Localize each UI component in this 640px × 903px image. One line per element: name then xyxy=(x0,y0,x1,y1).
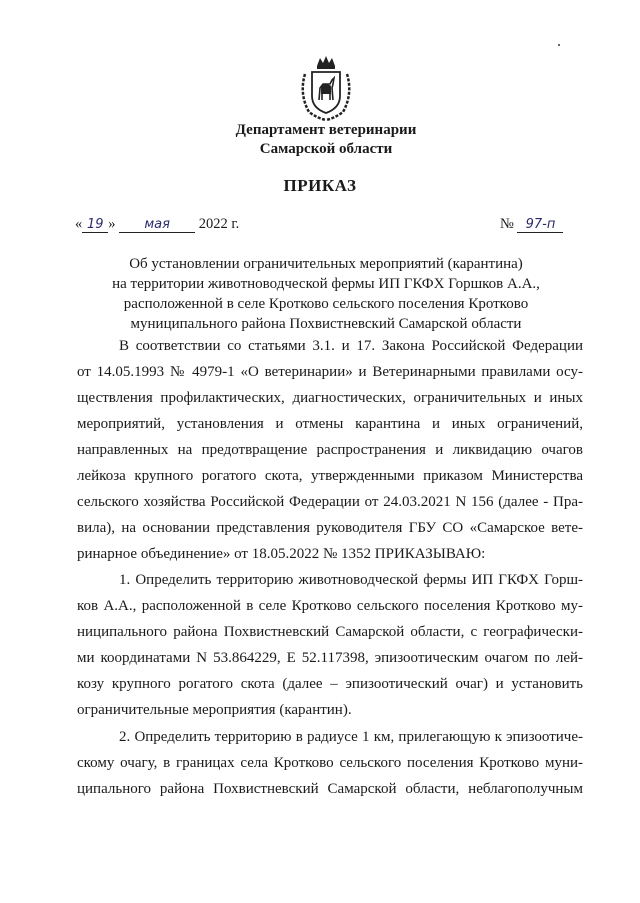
date-year: 2022 г. xyxy=(198,216,240,232)
body-line: ществления профилактических, диагностических, ограничительных и иных xyxy=(77,390,583,406)
body-line: ниципального района Похвистневский Самарской области, с географически- xyxy=(77,624,583,640)
body-line: ограничительные мероприятия (карантин). xyxy=(77,702,352,718)
department-name-line1: Департамент ветеринарии xyxy=(235,122,417,138)
body-line: 2. Определить территорию в радиусе 1 км, прилегающую к эпизоотиче- xyxy=(119,729,583,745)
subject-line: муниципального района Похвистневский Самарской области xyxy=(130,316,522,332)
body-line: ринарное объединение» от 18.05.2022 № 1352 ПРИКАЗЫВАЮ: xyxy=(77,546,486,562)
scan-speck xyxy=(558,44,560,46)
date-open-quote: « xyxy=(75,216,83,232)
body-line: вила), на основании представления руководителя ГБУ СО «Самарское вете- xyxy=(77,520,583,536)
body-line: В соответствии со статьями 3.1. и 17. Закона Российской Федерации xyxy=(119,338,583,354)
department-name-line2: Самарской области xyxy=(259,141,393,157)
body-line: скому очагу, в границах села Кротково сельского поселения Кротково муни- xyxy=(77,755,583,771)
number-label: № xyxy=(500,216,514,232)
order-number xyxy=(500,216,563,233)
body-line: 1. Определить территорию животноводческой фермы ИП ГКФХ Горш- xyxy=(119,572,583,588)
body-line: лейкоза крупного рогатого скота, утвержденными приказом Министерства xyxy=(77,468,583,484)
order-date xyxy=(75,216,239,233)
body-line: ципального района Похвистневский Самарской области, неблагополучным xyxy=(77,781,583,797)
body-line: сельского хозяйства Российской Федерации от 24.03.2021 N 156 (далее - Пра- xyxy=(77,494,583,510)
body-line: ми координатами N 53.864229, E 52.117398, эпизоотическим очагом по лей- xyxy=(77,650,583,666)
body-line: направленных на предотвращение распространения и ликвидацию очагов xyxy=(77,442,583,458)
date-day: 19 xyxy=(82,217,108,233)
number-value: 97-п xyxy=(517,217,563,233)
body-line: мероприятий, установления и отмены карантина и иных ограничений, xyxy=(77,416,583,432)
samara-coat-of-arms-icon xyxy=(295,54,357,122)
date-close-quote: » xyxy=(108,216,116,232)
subject-line: расположенной в селе Кротково сельского поселения Кротково xyxy=(123,296,529,312)
body-line: ков А.А., расположенной в селе Кротково сельского поселения Кротково му- xyxy=(77,598,583,614)
subject-line: Об установлении ограничительных мероприятий (карантина) xyxy=(129,256,523,272)
document-title: ПРИКАЗ xyxy=(283,176,357,195)
subject-line: на территории животноводческой фермы ИП ГКФХ Горшков А.А., xyxy=(112,276,540,292)
body-line: от 14.05.1993 № 4979-1 «О ветеринарии» и Ветеринарными правилами осу- xyxy=(77,364,583,380)
body-line: козу крупного рогатого скота (далее – эпизоотический очаг) и установить xyxy=(77,676,583,692)
date-month: мая xyxy=(119,217,195,233)
